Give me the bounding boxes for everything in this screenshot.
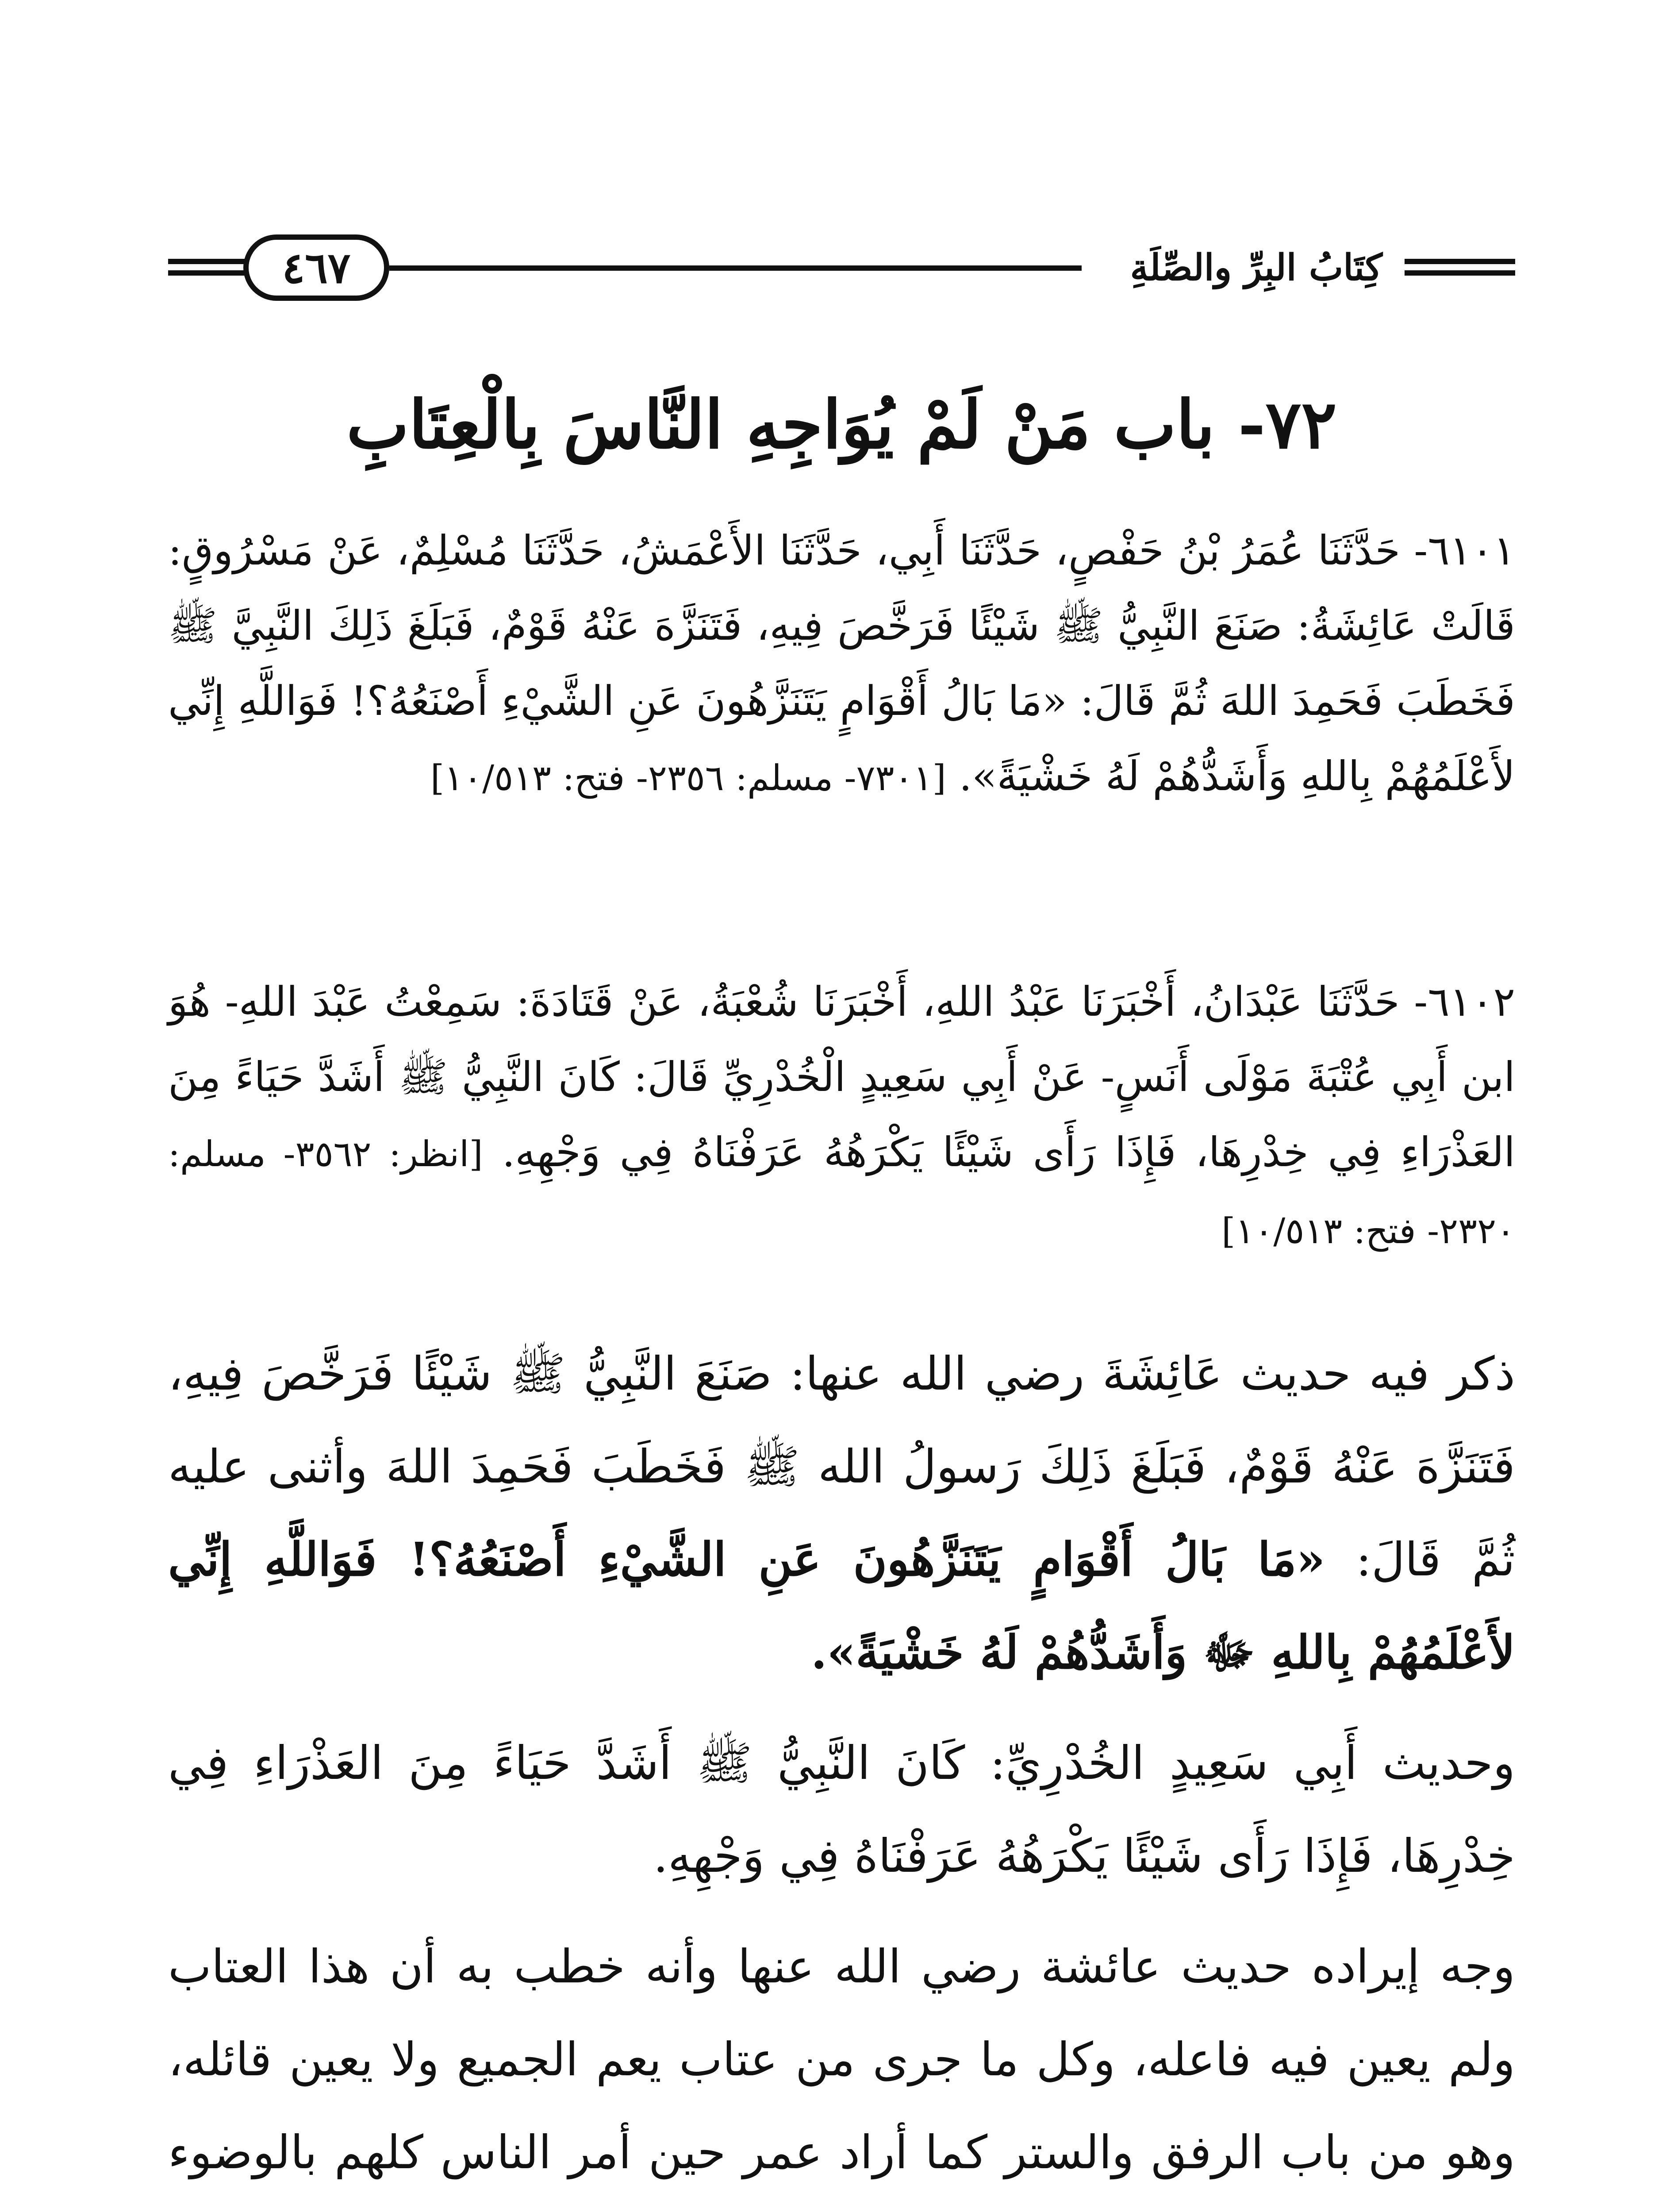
hadith-reference: [انظر: ٣٥٦٢- مسلم: ٢٣٢٠- فتح: ١٠/٥١٣] <box>168 1133 1515 1252</box>
hadith-reference: [٧٣٠١- مسلم: ٢٣٥٦- فتح: ١٠/٥١٣] <box>430 757 946 799</box>
hadith-6102 <box>168 964 1515 1269</box>
commentary-text: وجه إيراده حديث عائشة رضي الله عنها وأنه خطب به أن هذا العتاب ولم يعين فيه فاعله، وكل ما جرى من عتاب يعم الجميع ولا يعين قائله، وهو من باب الرفق والستر كما أراد عمر حين أمر الناس كلهم بالوضوء <box>168 1939 1515 2179</box>
header-rule-right <box>1405 259 1515 276</box>
commentary-text: وحديث أَبِي سَعِيدٍ الخُدْرِيِّ: كَانَ النَّبِيُّ ﷺ أَشَدَّ حَيَاءً مِنَ العَذْرَاءِ فِي خِدْرِهَا، فَإِذَا رَأَى شَيْئًا يَكْرَهُهُ عَرَفْنَاهُ فِي وَجْهِهِ. <box>168 1736 1515 1883</box>
hadith-6101 <box>168 513 1515 816</box>
commentary-paragraph-2 <box>168 1717 1515 1902</box>
hadith-text: ٦١٠٢- حَدَّثَنَا عَبْدَانُ، أَخْبَرَنَا عَبْدُ اللهِ، أَخْبَرَنَا شُعْبَةُ، عَنْ قَتَادَةَ: سَمِعْتُ عَبْدَ اللهِ- هُوَ ابن أَبِي عُتْبَةَ مَوْلَى أَنَسٍ- عَنْ أَبِي سَعِيدٍ الْخُدْرِيِّ قَالَ: كَانَ النَّبِيُّ ﷺ أَشَدَّ حَيَاءً مِنَ العَذْرَاءِ فِي خِدْرِهَا، فَإِذَا رَأَى شَيْئًا يَكْرَهُهُ عَرَفْنَاهُ فِي وَجْهِهِ. <box>168 978 1515 1176</box>
header-rule-left <box>168 259 248 276</box>
page-number-text: ٤٦٧ <box>282 242 351 293</box>
commentary-quote: «مَا بَالُ أَقْوَامٍ يَتَنَزَّهُونَ عَنِ الشَّيْءِ أَصْنَعُهُ؟! فَوَاللَّهِ إِنِّي لأَعْلَمُهُمْ بِاللهِ ﷻ وَأَشَدُّهُمْ لَهُ خَشْيَةً». <box>168 1532 1515 1679</box>
commentary-paragraph-1 <box>168 1327 1515 1699</box>
running-header <box>168 234 1515 301</box>
chapter-title: ٧٢- باب مَنْ لَمْ يُوَاجِهِ النَّاسَ بِالْعِتَابِ <box>346 386 1337 464</box>
hadith-text: ٦١٠١- حَدَّثَنَا عُمَرُ بْنُ حَفْصٍ، حَدَّثَنَا أَبِي، حَدَّثَنَا الأَعْمَشُ، حَدَّثَنَا مُسْلِمٌ، عَنْ مَسْرُوقٍ: قَالَتْ عَائِشَةُ: صَنَعَ النَّبِيُّ ﷺ شَيْئًا فَرَخَّصَ فِيهِ، فَتَنَزَّهَ عَنْهُ قَوْمٌ، فَبَلَغَ ذَلِكَ النَّبِيَّ ﷺ فَخَطَبَ فَحَمِدَ اللهَ ثُمَّ قَالَ: «مَا بَالُ أَقْوَامٍ يَتَنَزَّهُونَ عَنِ الشَّيْءِ أَصْنَعُهُ؟! فَوَاللَّهِ إِنِّي لأَعْلَمُهُمْ بِاللهِ وَأَشَدُّهُمْ لَهُ خَشْيَةً». <box>168 527 1515 800</box>
commentary-text: ذكر فيه حديث عَائِشَةَ رضي الله عنها: صَنَعَ النَّبِيُّ ﷺ شَيْئًا فَرَخَّصَ فِيهِ، فَتَنَزَّهَ عَنْهُ قَوْمٌ، فَبَلَغَ ذَلِكَ رَسولُ الله ﷺ فَخَطَبَ فَحَمِدَ اللهَ وأثنى عليه ثُمَّ قَالَ: <box>168 1347 1515 1586</box>
commentary-paragraph-3 <box>168 1920 1515 2212</box>
header-rule-long <box>389 265 1082 271</box>
book-title: كِتَابُ البِرِّ والصِّلَةِ <box>1130 246 1382 289</box>
page-number <box>243 234 389 301</box>
